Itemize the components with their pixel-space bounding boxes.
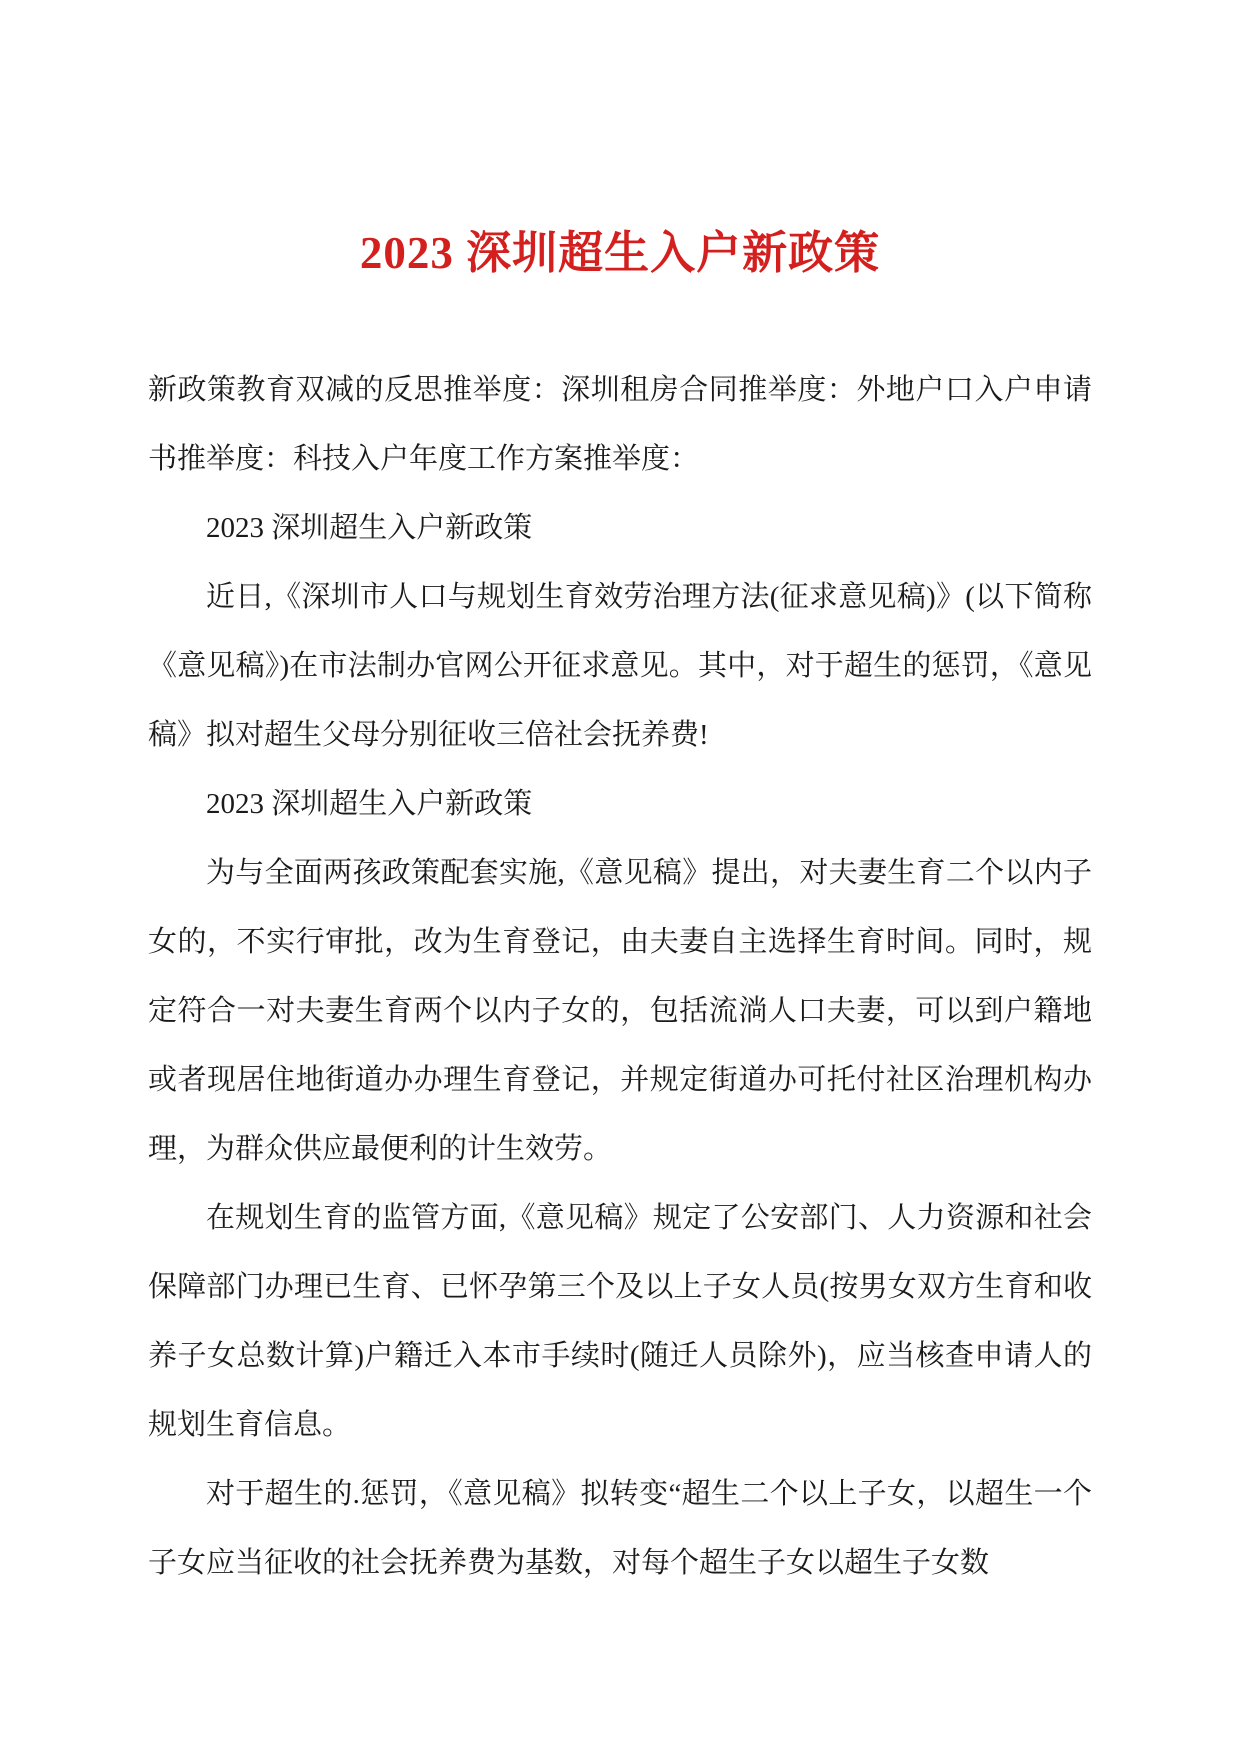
paragraph: 为与全面两孩政策配套实施,《意见稿》提出，对夫妻生育二个以内子女的，不实行审批，改为生育登记，由夫妻自主选择生育时间。同时，规定符合一对夫妻生育两个以内子女的，包括流淌人口夫妻，可以到户籍地或者现居住地街道办办理生育登记，并规定街道办可托付社区治理机构办理，为群众供应最便利的计生效劳。 xyxy=(148,857,1092,1165)
paragraph: 新政策教育双减的反思推举度：深圳租房合同推举度：外地户口入户申请书推举度：科技入户年度工作方案推举度： xyxy=(148,374,1092,475)
paragraph: 2023 深圳超生入户新政策 xyxy=(206,788,533,820)
document-body xyxy=(148,356,1092,1598)
paragraph: 对于超生的.惩罚，《意见稿》拟转变“超生二个以上子女，以超生一个子女应当征收的社会抚养费为基数，对每个超生子女以超生子女数 xyxy=(148,1478,1092,1579)
paragraph: 在规划生育的监管方面,《意见稿》规定了公安部门、人力资源和社会保障部门办理已生育、已怀孕第三个及以上子女人员(按男女双方生育和收养子女总数计算)户籍迁入本市手续时(随迁人员除外)，应当核查申请人的规划生育信息。 xyxy=(148,1202,1092,1441)
paragraph: 近日,《深圳市人口与规划生育效劳治理方法(征求意见稿)》(以下简称《意见稿》)在市法制办官网公开征求意见。其中，对于超生的惩罚，《意见稿》拟对超生父母分别征收三倍社会抚养费! xyxy=(148,581,1092,751)
paragraph: 2023 深圳超生入户新政策 xyxy=(206,512,533,544)
document-title: 2023 深圳超生入户新政策 xyxy=(359,228,881,278)
